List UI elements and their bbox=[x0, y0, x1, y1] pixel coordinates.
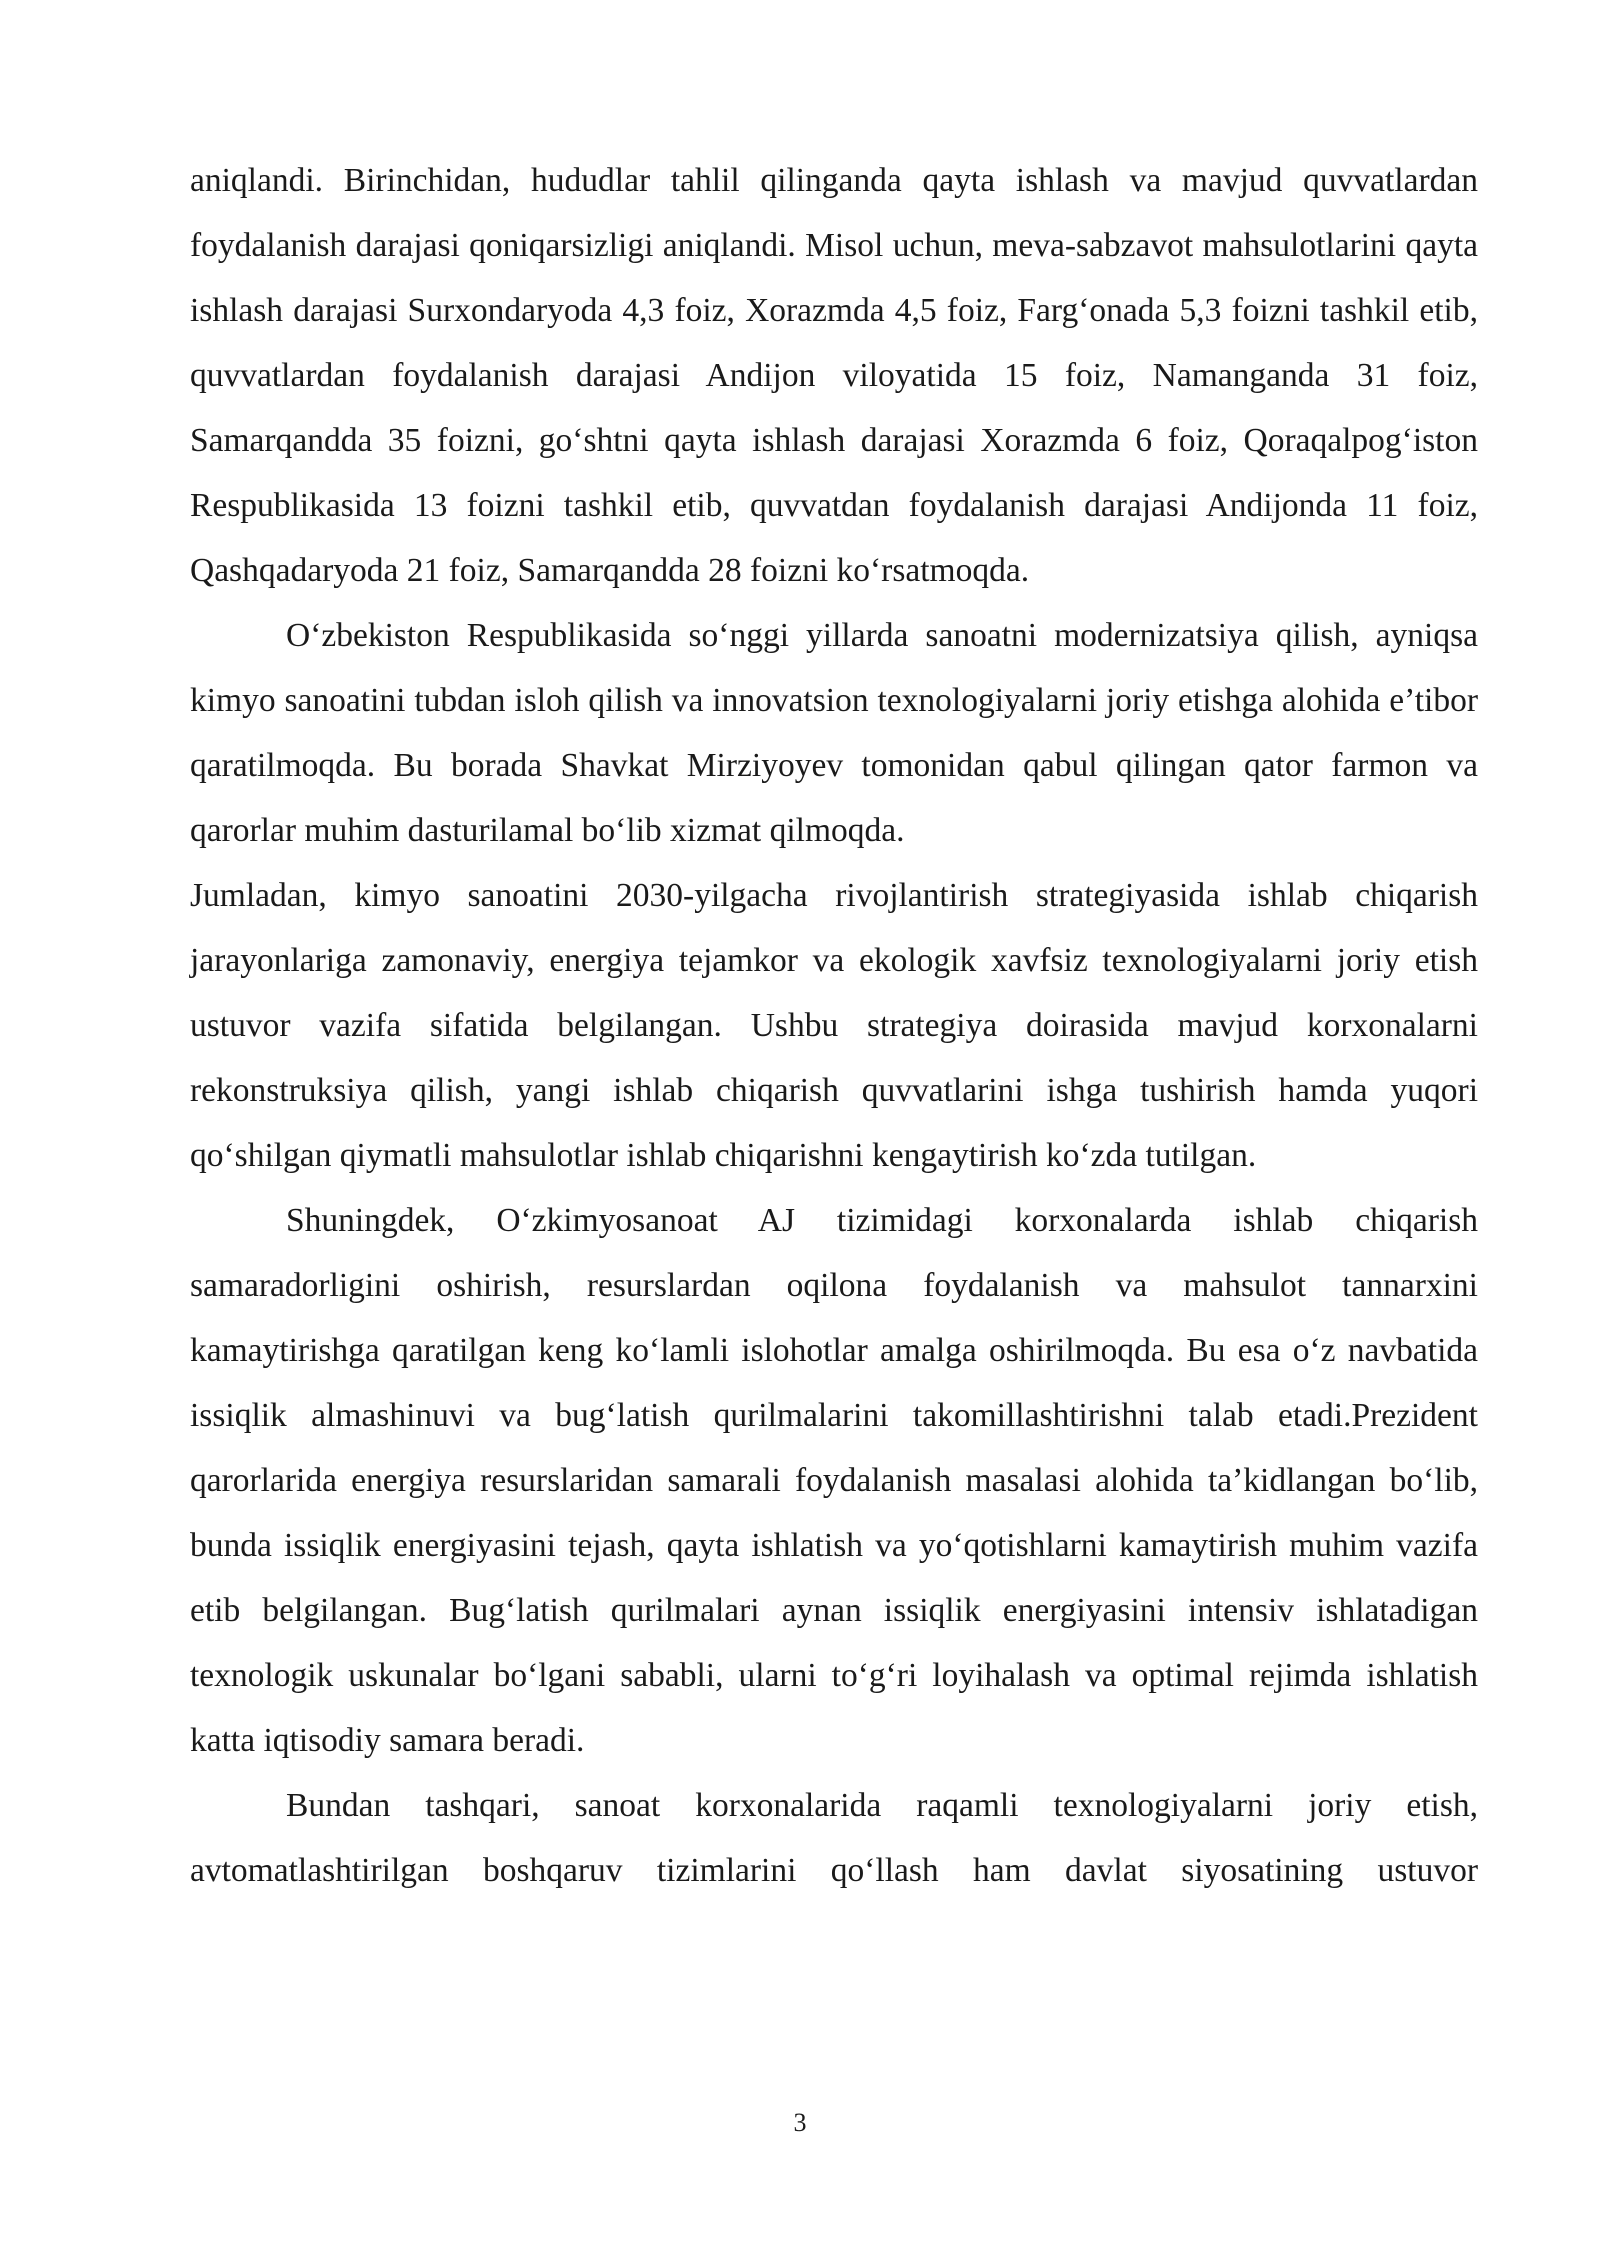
paragraph-3: Jumladan, kimyo sanoatini 2030-yilgacha rivojlantirish strategiyasida ishlab chiqarish jarayonlariga zamonaviy, energiya tejamkor va ekologik xavfsiz texnologiyalarni joriy etish ustuvor vazifa sifatida belgilangan. Ushbu strategiya doirasida mavjud korxonalarni rekonstruksiya qilish, yangi ishlab chiqarish quvvatlarini ishga tushirish hamda yuqori qo‘shilgan qiymatli mahsulotlar ishlab chiqarishni kengaytirish ko‘zda tutilgan. bbox=[190, 877, 1478, 1174]
paragraph-2: O‘zbekiston Respublikasida so‘nggi yillarda sanoatni modernizatsiya qilish, ayniqsa kimyo sanoatini tubdan isloh qilish va innovatsion texnologiyalarni joriy etishga alohida e’tibor qaratilmoqda. Bu borada Shavkat Mirziyoyev tomonidan qabul qilingan qator farmon va qarorlar muhim dasturilamal bo‘lib xizmat qilmoqda. bbox=[190, 617, 1478, 849]
paragraph-1: aniqlandi. Birinchidan, hududlar tahlil qilinganda qayta ishlash va mavjud quvvatlardan foydalanish darajasi qoniqarsizligi aniqlandi. Misol uchun, meva-sabzavot mahsulotlarini qayta ishlash darajasi Surxondaryoda 4,3 foiz, Xorazmda 4,5 foiz, Farg‘onada 5,3 foizni tashkil etib, quvvatlardan foydalanish darajasi Andijon viloyatida 15 foiz, Namanganda 31 foiz, Samarqandda 35 foizni, go‘shtni qayta ishlash darajasi Xorazmda 6 foiz, Qoraqalpog‘iston Respublikasida 13 foizni tashkil etib, quvvatdan foydalanish darajasi Andijonda 11 foiz, Qashqadaryoda 21 foiz, Samarqandda 28 foizni ko‘rsatmoqda. bbox=[190, 162, 1478, 589]
paragraph-5: Bundan tashqari, sanoat korxonalarida raqamli texnologiyalarni joriy etish, avtomatlashtirilgan boshqaruv tizimlarini qo‘llash ham davlat siyosatining ustuvor bbox=[190, 1787, 1478, 1889]
paragraph-4: Shuningdek, O‘zkimyosanoat AJ tizimidagi korxonalarda ishlab chiqarish samaradorligini oshirish, resurslardan oqilona foydalanish va mahsulot tannarxini kamaytirishga qaratilgan keng ko‘lamli islohotlar amalga oshirilmoqda. Bu esa o‘z navbatida issiqlik almashinuvi va bug‘latish qurilmalarini takomillashtirishni talab etadi.Prezident qarorlarida energiya resurslaridan samarali foydalanish masalasi alohida ta’kidlangan bo‘lib, bunda issiqlik energiyasini tejash, qayta ishlatish va yo‘qotishlarni kamaytirish muhim vazifa etib belgilangan. Bug‘latish qurilmalari aynan issiqlik energiyasini intensiv ishlatadigan texnologik uskunalar bo‘lgani sababli, ularni to‘g‘ri loyihalash va optimal rejimda ishlatish katta iqtisodiy samara beradi. bbox=[190, 1202, 1478, 1759]
page-number: 3 bbox=[793, 2108, 807, 2137]
document-body bbox=[190, 148, 1478, 1903]
